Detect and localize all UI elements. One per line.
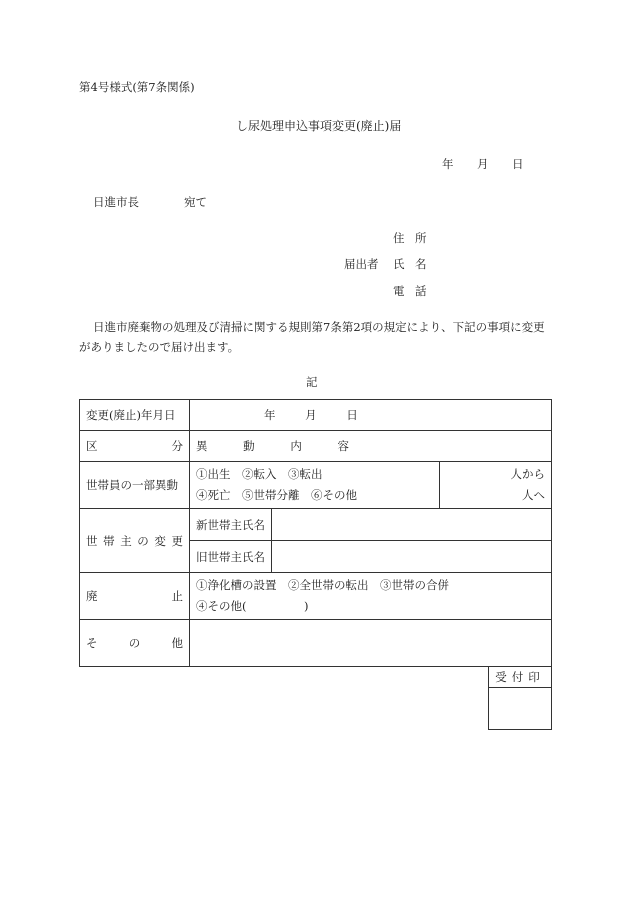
new-head-label: 新世帯主氏名 bbox=[190, 509, 272, 541]
head-change-label-6: 更 bbox=[171, 533, 183, 548]
row-change-date bbox=[80, 400, 552, 431]
new-head-field[interactable] bbox=[272, 509, 552, 541]
head-change-label-5: 変 bbox=[154, 533, 166, 548]
date-month: 月 bbox=[477, 157, 489, 171]
abolition-options-line1: ①浄化槽の設置 ②全世帯の転出 ③世帯の合併 bbox=[196, 578, 449, 592]
category-header-4: 容 bbox=[337, 439, 349, 453]
member-change-options-line1: ①出生 ②転入 ③転出 bbox=[196, 467, 323, 481]
addressee-suffix: 宛て bbox=[184, 195, 207, 209]
other-label-3: 他 bbox=[171, 636, 183, 650]
row-abolition bbox=[80, 573, 552, 620]
old-head-label: 旧世帯主氏名 bbox=[190, 541, 272, 573]
category-header bbox=[190, 431, 552, 462]
category-header-2: 動 bbox=[243, 439, 255, 453]
other-label-2: の bbox=[128, 636, 141, 650]
other-label-1: そ bbox=[86, 636, 98, 650]
phone-label-1: 電 bbox=[393, 284, 405, 298]
reception-stamp-label: 受付印 bbox=[489, 667, 551, 688]
addressee-mayor: 日進市長 bbox=[93, 195, 139, 209]
phone-label-2: 話 bbox=[415, 284, 427, 298]
category-label-2: 分 bbox=[171, 439, 183, 453]
abolition-label-1: 廃 bbox=[86, 589, 98, 603]
address-label-1: 住 bbox=[393, 231, 405, 245]
change-date-year: 年 bbox=[264, 408, 276, 422]
member-change-from: 人から bbox=[510, 467, 546, 481]
category-header-3: 内 bbox=[290, 439, 302, 453]
other-field[interactable] bbox=[190, 620, 552, 667]
row-other bbox=[80, 620, 552, 667]
head-change-label-4: の bbox=[137, 533, 149, 548]
applicant-label: 届出者 bbox=[344, 257, 379, 271]
row-new-head bbox=[80, 509, 552, 541]
form-title: し尿処理申込事項変更(廃止)届 bbox=[236, 119, 402, 133]
change-date-field[interactable] bbox=[190, 400, 552, 431]
name-label-1: 氏 bbox=[393, 257, 405, 271]
category-label bbox=[80, 431, 190, 462]
old-head-field[interactable] bbox=[272, 541, 552, 573]
change-date-month: 月 bbox=[305, 408, 317, 422]
ki-label: 記 bbox=[306, 375, 318, 389]
row-category bbox=[80, 431, 552, 462]
date-year: 年 bbox=[442, 157, 454, 171]
member-change-count[interactable] bbox=[440, 462, 552, 509]
abolition-label bbox=[80, 573, 190, 620]
member-change-options[interactable] bbox=[190, 462, 440, 509]
abolition-label-2: 止 bbox=[171, 589, 183, 603]
member-change-options-line2: ④死亡 ⑤世帯分離 ⑥その他 bbox=[196, 488, 357, 502]
head-change-label-3: 主 bbox=[120, 533, 132, 548]
body-text-line2: がありましたので届け出ます。 bbox=[79, 340, 240, 354]
member-change-to: 人へ bbox=[522, 488, 546, 502]
abolition-options-line2: ④その他( ) bbox=[196, 599, 309, 613]
change-date-label: 変更(廃止)年月日 bbox=[80, 400, 190, 431]
head-change-label bbox=[80, 509, 190, 573]
row-member-change bbox=[80, 462, 552, 509]
other-label bbox=[80, 620, 190, 667]
reception-stamp-box bbox=[488, 667, 552, 730]
abolition-options[interactable] bbox=[190, 573, 552, 620]
head-change-label-2: 帯 bbox=[103, 533, 115, 548]
change-form-table bbox=[79, 399, 552, 667]
change-date-day: 日 bbox=[346, 408, 358, 422]
date-day: 日 bbox=[512, 157, 524, 171]
body-text-line1: 日進市廃棄物の処理及び清掃に関する規則第7条第2項の規定により、下記の事項に変更 bbox=[93, 320, 545, 334]
address-label-2: 所 bbox=[415, 231, 427, 245]
form-number: 第4号様式(第7条関係) bbox=[79, 80, 195, 94]
head-change-label-1: 世 bbox=[86, 533, 98, 548]
category-label-1: 区 bbox=[86, 439, 98, 453]
category-header-1: 異 bbox=[196, 439, 208, 453]
member-change-label: 世帯員の一部異動 bbox=[80, 462, 190, 509]
name-label-2: 名 bbox=[415, 257, 427, 271]
